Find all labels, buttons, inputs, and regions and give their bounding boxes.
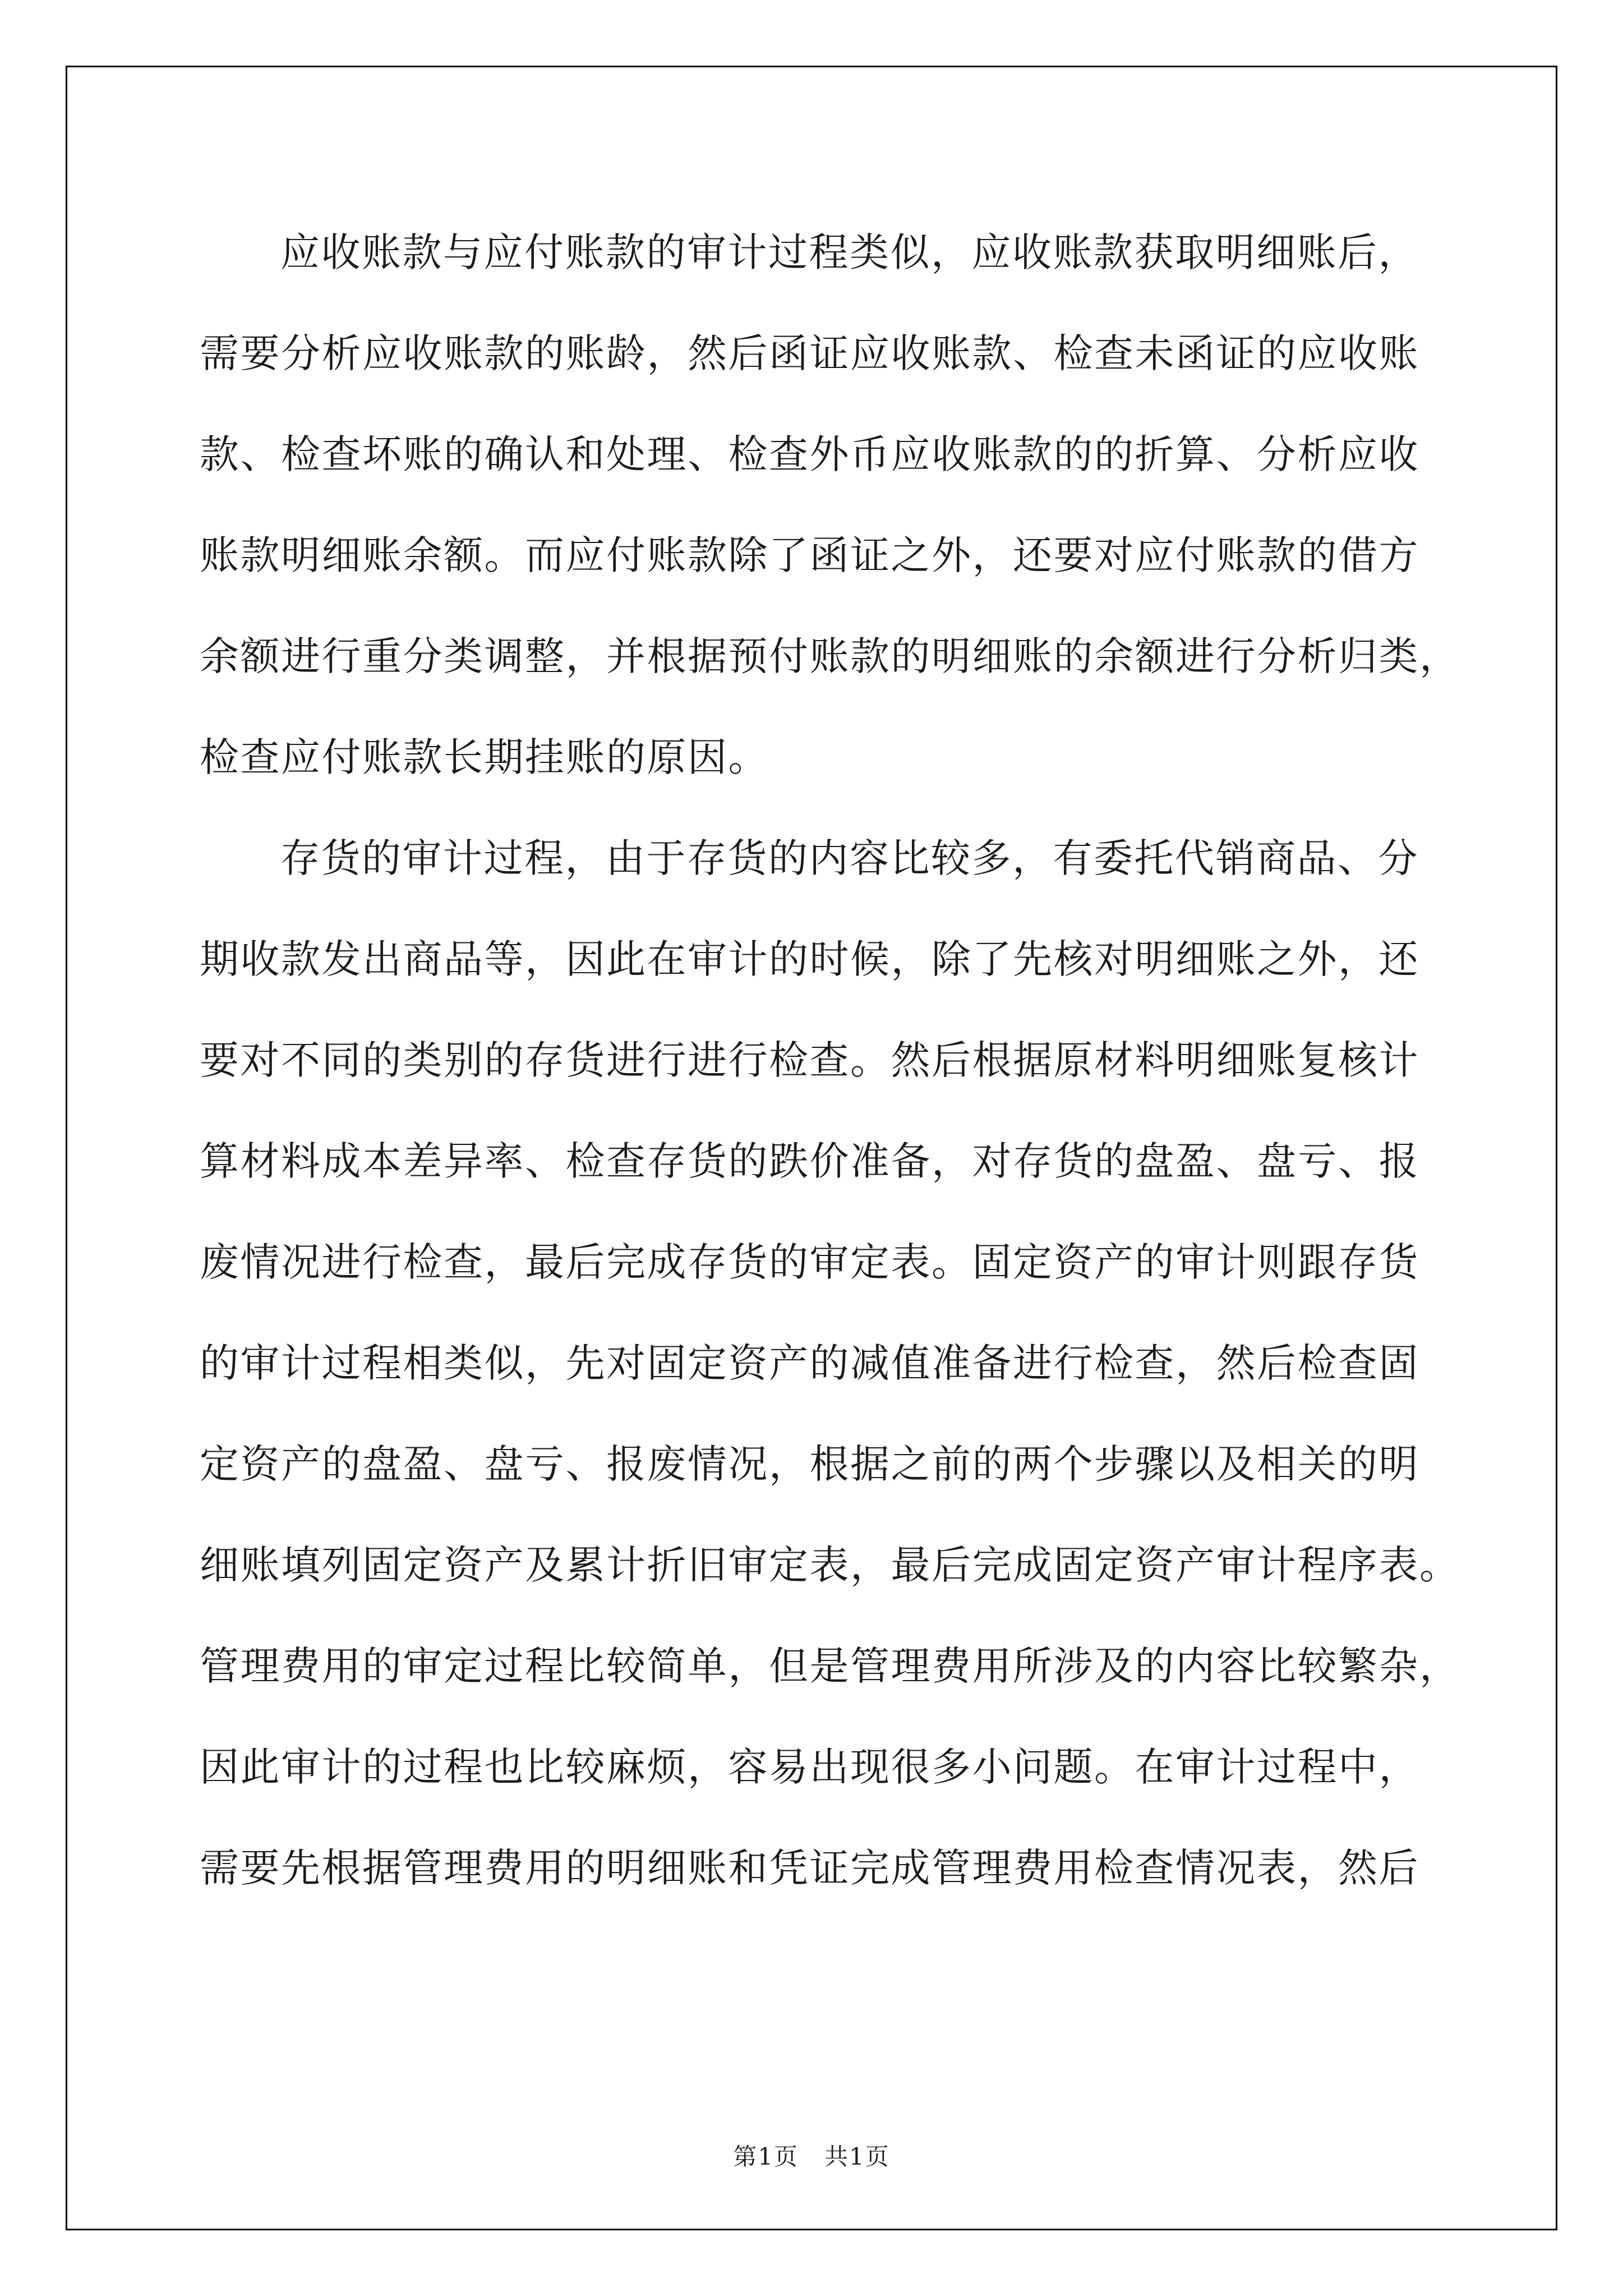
page-footer: 第1页 共1页: [733, 2143, 890, 2170]
text-line: 管理费用的审定过程比较简单，但是管理费用所涉及的内容比较繁杂，: [200, 1643, 1460, 1689]
text-line: 的审计过程相类似，先对固定资产的减值准备进行检查，然后检查固: [200, 1340, 1419, 1386]
text-line: 算材料成本差异率、检查存货的跌价准备，对存货的盘盈、盘亏、报: [200, 1138, 1419, 1184]
text-line: 款、检查坏账的确认和处理、检查外币应收账款的的折算、分析应收: [200, 431, 1419, 477]
text-line: 期收款发出商品等，因此在审计的时候，除了先核对明细账之外，还: [200, 936, 1419, 982]
document-body: [200, 202, 1460, 1918]
text-line: 应收账款与应付账款的审计过程类似，应收账款获取明细账后，: [280, 229, 1419, 275]
text-line: 废情况进行检查，最后完成存货的审定表。固定资产的审计则跟存货: [200, 1239, 1419, 1285]
text-line: 检查应付账款长期挂账的原因。: [200, 734, 769, 780]
text-line: 要对不同的类别的存货进行进行检查。然后根据原材料明细账复核计: [200, 1037, 1419, 1083]
text-line: 余额进行重分类调整，并根据预付账款的明细账的余额进行分析归类，: [200, 633, 1460, 679]
text-line: 需要分析应收账款的账龄，然后函证应收账款、检查未函证的应收账: [200, 330, 1419, 376]
text-line: 定资产的盘盈、盘亏、报废情况，根据之前的两个步骤以及相关的明: [200, 1441, 1419, 1487]
text-line: 需要先根据管理费用的明细账和凭证完成管理费用检查情况表，然后: [200, 1845, 1419, 1891]
text-line: 细账填列固定资产及累计折旧审定表，最后完成固定资产审计程序表。: [200, 1542, 1460, 1588]
text-line: 账款明细账余额。而应付账款除了函证之外，还要对应付账款的借方: [200, 532, 1419, 578]
text-line: 存货的审计过程，由于存货的内容比较多，有委托代销商品、分: [280, 835, 1419, 881]
text-line: 因此审计的过程也比较麻烦，容易出现很多小问题。在审计过程中，: [200, 1744, 1419, 1790]
